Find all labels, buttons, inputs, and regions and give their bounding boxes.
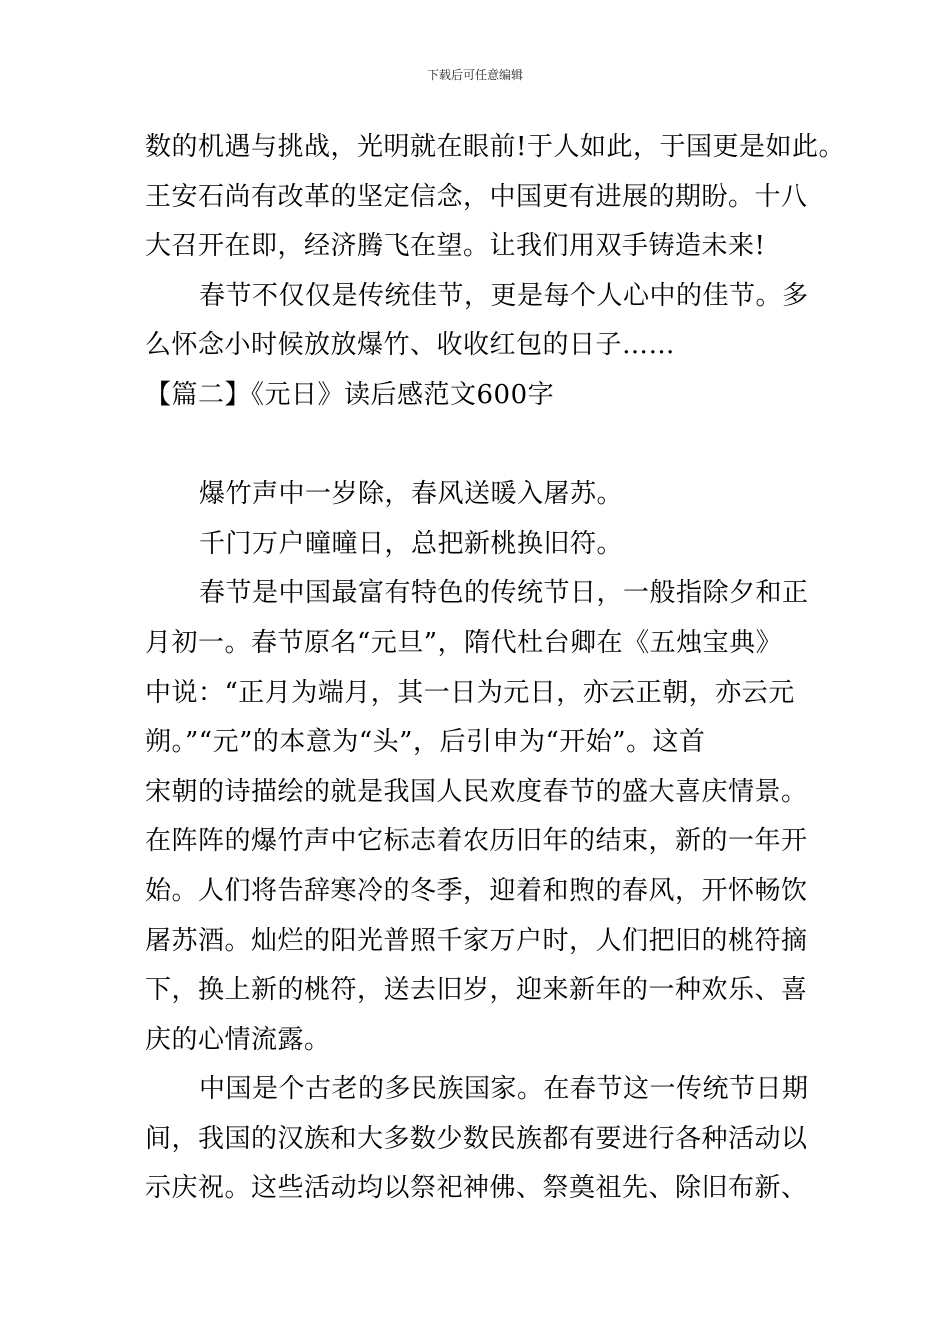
text-line: 间，我国的汉族和大多数少数民族都有要进行各种活动以 (145, 1123, 808, 1154)
text-line: 么怀念小时候放放爆竹、收收红包的日子…… (145, 330, 676, 361)
text-line: 春节不仅仅是传统佳节，更是每个人心中的佳节。多 (199, 280, 809, 311)
text-line: 爆竹声中一岁除，春风送暖入屠苏。 (199, 479, 624, 510)
text-line: 春节是中国最富有特色的传统节日，一般指除夕和正 (199, 578, 809, 609)
text-line: 屠苏酒。灿烂的阳光普照千家万户时，人们把旧的桃符摘 (145, 925, 808, 956)
text-line: 下，换上新的桃符，送去旧岁，迎来新年的一种欢乐、喜 (145, 975, 808, 1006)
section-heading: 【篇二】《元日》读后感范文600字 (145, 379, 555, 410)
text-line: 王安石尚有改革的坚定信念，中国更有进展的期盼。十八 (145, 181, 808, 212)
text-line: 中国是个古老的多民族国家。在春节这一传统节日期 (199, 1074, 809, 1105)
text-line: 始。人们将告辞寒冷的冬季，迎着和煦的春风，开怀畅饮 (145, 875, 808, 906)
document-body (145, 123, 845, 1214)
text-line: 大召开在即，经济腾飞在望。让我们用双手铸造未来! (145, 231, 766, 262)
text-line: 宋朝的诗描绘的就是我国人民欢度春节的盛大喜庆情景。 (145, 776, 808, 807)
text-line: 千门万户曈曈日，总把新桃换旧符。 (199, 528, 624, 559)
text-line: 中说：“正月为端月，其一日为元日，亦云正朝，亦云元 (145, 677, 795, 708)
text-line: 在阵阵的爆竹声中它标志着农历旧年的结束，新的一年开 (145, 826, 808, 857)
text-line: 庆的心情流露。 (145, 1024, 331, 1055)
text-line: 示庆祝。这些活动均以祭祀神佛、祭奠祖先、除旧布新、 (145, 1173, 808, 1204)
blank-line (145, 421, 815, 471)
page-header: 下载后可任意编辑 (426, 68, 523, 82)
text-line: 月初一。春节原名“元旦”，隋代杜台卿在《五烛宝典》 (145, 627, 783, 658)
text-line: 数的机遇与挑战，光明就在眼前!于人如此，于国更是如此。 (145, 132, 845, 162)
text-line: 朔。”“元”的本意为“头”，后引申为“开始”。这首 (145, 727, 706, 758)
